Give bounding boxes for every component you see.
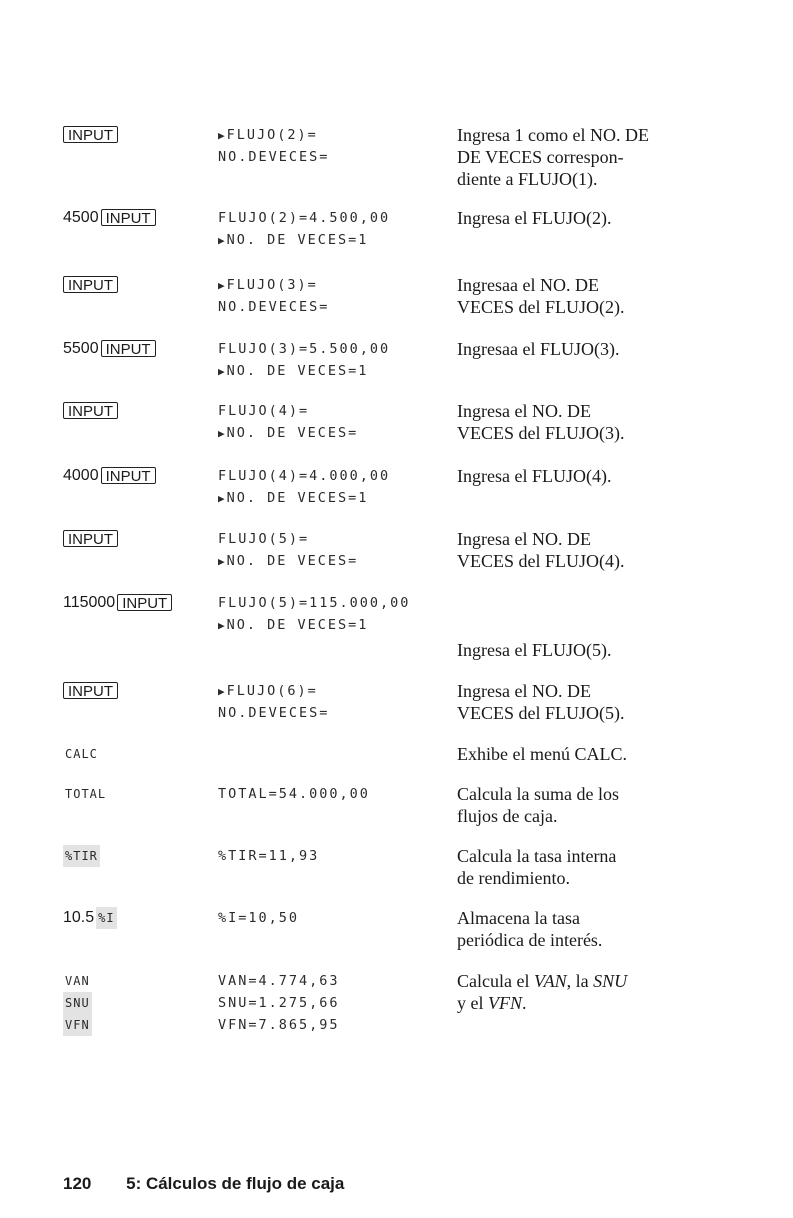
keystroke-column [63,845,100,867]
keystroke-line [63,743,100,765]
display-line: ▶ NO. DE VECES= [218,553,359,569]
menu-softkey: %TIR [63,845,100,867]
keystroke-column [63,783,108,805]
input-key: INPUT [63,682,118,699]
calculator-display [218,338,390,382]
description [457,528,717,572]
pointer-arrow: ▶ [218,234,225,247]
keystroke-column [63,338,156,360]
description-line: DE VECES correspon- [457,147,624,167]
input-key: INPUT [101,467,156,484]
keystroke-column [63,970,92,1036]
pointer-arrow: ▶ [218,685,225,698]
display-line: %TIR=11,93 [218,848,320,864]
description-line: VECES del FLUJO(2). [457,297,625,317]
display-line: ▶ FLUJO(2)= [218,127,318,143]
description [457,400,717,444]
description [457,274,717,318]
display-line: ▶ NO. DE VECES=1 [218,617,369,633]
description-line: y el VFN. [457,993,527,1013]
pointer-arrow: ▶ [218,365,225,378]
display-line: %I=10,50 [218,910,300,926]
pointer-arrow: ▶ [218,619,225,632]
description-line: Ingresa el NO. DE [457,529,591,549]
keystroke-line [63,465,156,487]
display-line: NO.DEVECES= [218,705,330,721]
calculator-display [218,680,329,724]
keystroke-line [63,970,92,992]
keystroke-line [63,274,118,296]
description-line: periódica de interés. [457,930,603,950]
display-line: FLUJO(2)=4.500,00 [218,210,391,226]
keystroke-line [63,338,156,360]
display-line: ▶ NO. DE VECES=1 [218,232,369,248]
description-line: Calcula la tasa interna [457,846,617,866]
entered-number: 4500 [63,209,99,226]
entered-number: 4000 [63,467,99,484]
description-line: VECES del FLUJO(5). [457,703,625,723]
keystroke-line [63,592,172,614]
input-key: INPUT [63,530,118,547]
input-key: INPUT [63,276,118,293]
keystroke-line [63,207,156,229]
description-line: Ingresa el FLUJO(2). [457,208,612,228]
display-line: NO.DEVECES= [218,149,330,165]
calculator-display [218,845,319,867]
input-key: INPUT [117,594,172,611]
display-line: ▶ FLUJO(3)= [218,277,318,293]
keystroke-column [63,465,156,487]
keystroke-line [63,124,118,146]
description-line: Ingresa el NO. DE [457,681,591,701]
pointer-arrow: ▶ [218,555,225,568]
keystroke-column [63,743,100,765]
description-line: Ingresaa el FLUJO(3). [457,339,620,359]
page-footer [63,1174,344,1194]
display-line: TOTAL=54.000,00 [218,786,370,802]
description-line: Calcula el VAN, la SNU [457,971,628,991]
menu-softkey: TOTAL [65,787,107,801]
description [457,743,717,765]
display-line: FLUJO(4)= [218,403,310,419]
display-line: FLUJO(5)= [218,531,310,547]
input-key: INPUT [101,209,156,226]
description-line: diente a FLUJO(1). [457,169,598,189]
display-line: ▶ NO. DE VECES= [218,425,359,441]
keystroke-line [63,992,92,1014]
display-line: FLUJO(4)=4.000,00 [218,468,391,484]
description-line: Ingresa el NO. DE [457,401,591,421]
menu-softkey: CALC [65,747,98,761]
keystroke-line [63,907,117,929]
description-line: Almacena la tasa [457,908,580,928]
menu-softkey: %I [96,907,116,929]
pointer-arrow: ▶ [218,492,225,505]
display-line: SNU=1.275,66 [218,995,340,1011]
keystroke-line [63,400,118,422]
keystroke-line [63,783,108,805]
display-line: FLUJO(3)=5.500,00 [218,341,391,357]
pointer-arrow: ▶ [218,129,225,142]
pointer-arrow: ▶ [218,427,225,440]
description [457,207,717,229]
calculator-display [218,528,358,572]
display-line: FLUJO(5)=115.000,00 [218,595,411,611]
description-line: Ingresa 1 como el NO. DE [457,125,649,145]
keystroke-column [63,907,117,929]
display-line: ▶ NO. DE VECES=1 [218,363,369,379]
input-key: INPUT [63,126,118,143]
page-number: 120 [63,1174,92,1193]
description [457,680,717,724]
calculator-display [218,400,358,444]
keystroke-column [63,680,118,702]
entered-number: 5500 [63,340,99,357]
description-line: VECES del FLUJO(4). [457,551,625,571]
calculator-display [218,207,390,251]
description [457,845,717,889]
description [457,338,717,360]
calculator-display [218,907,299,929]
description-line: Ingresa el FLUJO(5). [457,640,612,660]
keystroke-column [63,528,118,550]
description-line: de rendimiento. [457,868,570,888]
description-line: Exhibe el menú CALC. [457,744,627,764]
input-key: INPUT [63,402,118,419]
keystroke-line [63,680,118,702]
description [457,124,717,190]
menu-softkey: VAN [65,974,90,988]
keystroke-line [63,1014,92,1036]
keystroke-column [63,124,118,146]
entered-number: 115000 [63,594,116,611]
calculator-display [218,465,390,509]
input-key: INPUT [101,340,156,357]
entered-number: 10.5 [63,909,95,926]
calculator-display [218,274,329,318]
keystroke-line [63,845,100,867]
calculator-display [218,124,329,168]
menu-softkey: SNU [63,992,92,1014]
description-line: Ingresaa el NO. DE [457,275,599,295]
display-line: ▶ FLUJO(6)= [218,683,318,699]
display-line: VAN=4.774,63 [218,973,340,989]
display-line: NO.DEVECES= [218,299,330,315]
description [457,639,717,661]
calculator-display [218,970,340,1036]
description-line: flujos de caja. [457,806,558,826]
calculator-display [218,592,410,636]
description [457,907,717,951]
keystroke-line [63,528,118,550]
display-line: ▶ NO. DE VECES=1 [218,490,369,506]
description [457,465,717,487]
display-line: VFN=7.865,95 [218,1017,340,1033]
description-line: VECES del FLUJO(3). [457,423,625,443]
pointer-arrow: ▶ [218,279,225,292]
description-line: Calcula la suma de los [457,784,619,804]
menu-softkey: VFN [63,1014,92,1036]
keystroke-column [63,400,118,422]
keystroke-column [63,592,172,614]
keystroke-column [63,207,156,229]
description [457,970,717,1014]
description-line: Ingresa el FLUJO(4). [457,466,612,486]
chapter-title: 5: Cálculos de flujo de caja [126,1174,345,1193]
keystroke-column [63,274,118,296]
description [457,783,717,827]
calculator-display [218,783,370,805]
